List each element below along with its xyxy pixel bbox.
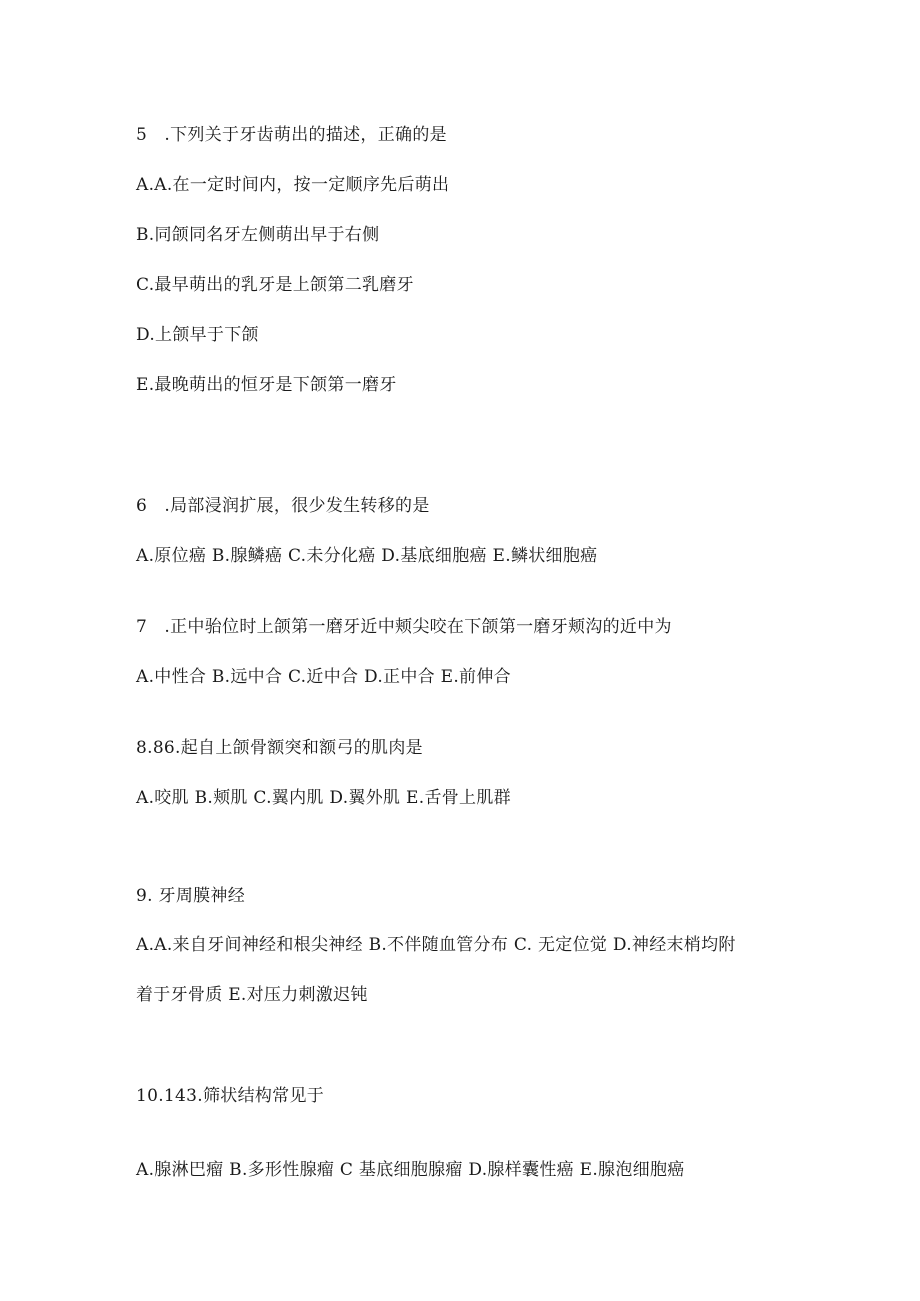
question-9-options-line-2: 着于牙骨质 E.对压力刺激迟钝 — [136, 985, 368, 1005]
question-5-option-c: C.最早萌出的乳牙是上颌第二乳磨牙 — [136, 275, 414, 295]
question-5-option-a: A.A.在一定时间内，按一定顺序先后萌出 — [136, 175, 450, 195]
question-7-options: A.中性合 B.远中合 C.近中合 D.正中合 E.前伸合 — [136, 667, 511, 687]
question-9-options-line-1: A.A.来自牙间神经和根尖神经 B.不伴随血管分布 C. 无定位觉 D.神经末梢均附 — [136, 935, 736, 955]
question-10-stem: 10.143.筛状结构常见于 — [136, 1086, 325, 1106]
question-5-option-e: E.最晚萌出的恒牙是下颌第一磨牙 — [136, 375, 397, 395]
question-8-stem: 8.86.起自上颌骨额突和额弓的肌肉是 — [136, 738, 423, 758]
question-6-stem: 6 .局部浸润扩展，很少发生转移的是 — [136, 496, 430, 516]
question-10-options: A.腺淋巴瘤 B.多形性腺瘤 C 基底细胞腺瘤 D.腺样囊性癌 E.腺泡细胞癌 — [136, 1160, 685, 1180]
question-5-stem: 5 .下列关于牙齿萌出的描述，正确的是 — [136, 125, 447, 145]
question-9-stem: 9. 牙周膜神经 — [136, 886, 246, 906]
question-6-options: A.原位癌 B.腺鳞癌 C.未分化癌 D.基底细胞癌 E.鳞状细胞癌 — [136, 546, 598, 566]
question-5-option-d: D.上颌早于下颌 — [136, 325, 259, 345]
question-7-stem: 7 .正中骀位时上颌第一磨牙近中颊尖咬在下颌第一磨牙颊沟的近中为 — [136, 617, 672, 637]
question-5-option-b: B.同颌同名牙左侧萌出早于右侧 — [136, 225, 380, 245]
question-8-options: A.咬肌 B.颊肌 C.翼内肌 D.翼外肌 E.舌骨上肌群 — [136, 788, 511, 808]
